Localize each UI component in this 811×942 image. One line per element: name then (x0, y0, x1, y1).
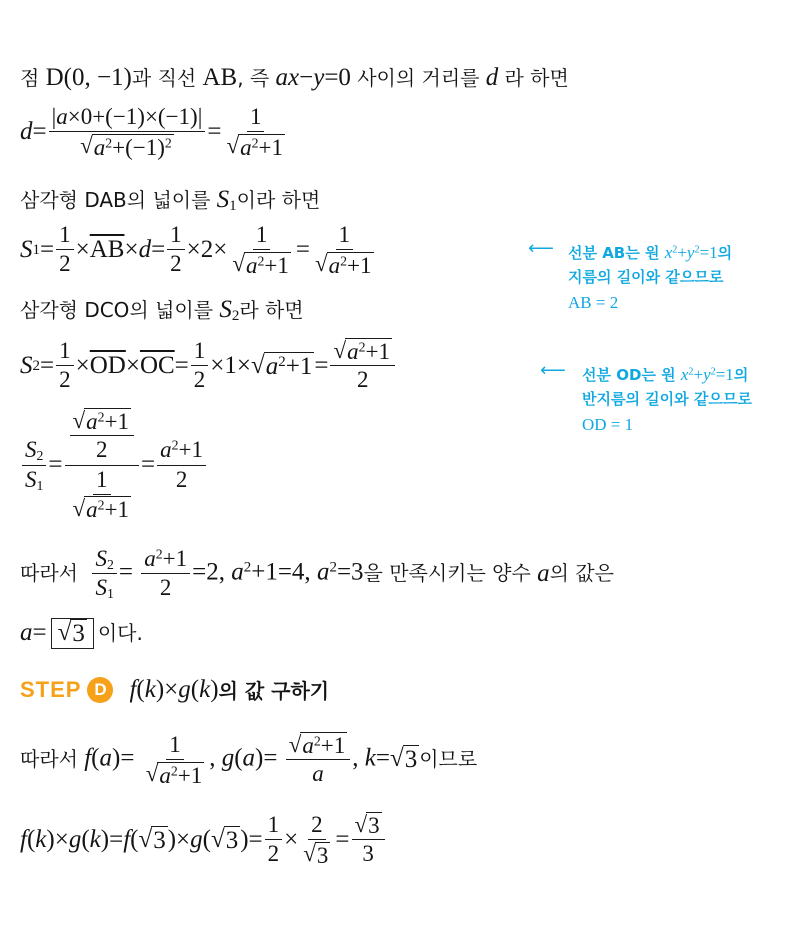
math-d: d (479, 64, 505, 91)
text-satisfying: 을 만족시키는 양수 (363, 561, 531, 586)
s2-formula: S 2 = $\frac{1}{2}$ × $\overline{OD}$ × $\overline{OC}$ = $\frac{1}{2}$ ×1× √ $a^2+1$ = √ $a^2+1$ 2 (20, 338, 397, 394)
s1-formula: S 1 = $\frac{1}{2}$ × $\overline{AB}$ × d = $\frac{1}{2}$ ×2× 1 √ $a^2+1$ = 1 √ $a^2+1$ (20, 222, 372, 278)
triangle-dco-line (20, 296, 304, 325)
step-title: 의 값 구하기 (218, 679, 330, 703)
math-s1: $S_1$ (216, 186, 237, 214)
fraction-distance-simplified: 1 √ $a^2+1$ (226, 104, 283, 160)
text-then-2: 이라 하면 (236, 187, 321, 212)
text-therefore: 따라서 (20, 561, 78, 586)
fraction-distance: |a×0+(−1)×(−1)| √ $a^2+(-1)^2$ (49, 104, 206, 160)
text-value-of: 의 값은 (549, 561, 614, 586)
math-ratio-eq: $\frac{S_2}{S_1}$ = $\frac{a^2+1}{2}$ =2, $a^2+1=4$, $a^2=3$ (78, 546, 364, 602)
note-od-radius: 선분 OD는 원 $x^2+y^2=1$의 반지름의 길이와 같으므로 OD = 1 (582, 362, 752, 438)
text-so: 이므로 (419, 747, 478, 772)
math-line-eq: ax−y=0 (275, 64, 358, 91)
text-therefore-2: 따라서 (20, 747, 78, 772)
step-d-badge: D (87, 677, 113, 703)
distance-formula: d = |a×0+(−1)×(−1)| √ $a^2+(-1)^2$ = 1 √ $a^2+1$ (20, 104, 290, 160)
conclusion-line: 따라서 $\frac{S_2}{S_1}$ = $\frac{a^2+1}{2}$ =2, $a^2+1=4$, $a^2=3$ 을 만족시키는 양수 a 의 값은 (20, 546, 614, 602)
ratio-formula: $\frac{S_2}{S_1}$ = √ $a^2+1$ 2 1 √ $a^2+1$ = $\frac{a^2+1}{2}$ (20, 408, 208, 523)
step-label: STEP (20, 676, 82, 702)
step-d-heading: STEP D f(k)×g(k) 의 값 구하기 (20, 675, 330, 703)
functions-line: 따라서 f(a)= 1 √ $a^2+1$ , g(a)= √ $a^2+1$ a , k= √ 3 이므로 (20, 732, 478, 788)
text-triangle-dco: 삼각형 DCO의 넓이를 (20, 297, 214, 322)
text-distance: 사이의 거리를 (357, 65, 480, 90)
text-then-3: 라 하면 (239, 297, 304, 322)
note-ab-value: AB = 2 (568, 292, 619, 312)
math-point-d: D(0, −1) (39, 64, 132, 91)
text-line-ab: 과 직선 (131, 65, 197, 90)
intro-line (20, 64, 569, 93)
arrow-left-icon: ⟵ (528, 238, 554, 259)
arrow-left-icon: ⟵ (540, 360, 566, 381)
note-od-value: OD = 1 (582, 414, 634, 434)
text-triangle-dab: 삼각형 DAB의 넓이를 (20, 187, 211, 212)
triangle-dab-line (20, 186, 320, 215)
note-ab-diameter: 선분 AB는 원 $x^2+y^2=1$의 지름의 길이와 같으므로 AB = 2 (568, 240, 732, 316)
final-product: f ( k )× g ( k )= f ( √ 3 )× g ( √ 3 )= $\frac{1}{2}$ × 2 √ 3 = √ 3 3 (20, 812, 387, 868)
answer-line: a= √ 3 이다. (20, 619, 143, 648)
math-s2: $S_2$ (219, 296, 240, 324)
text-namely: , 즉 (237, 65, 270, 90)
text-point: 점 (20, 65, 40, 90)
text-then: 라 하면 (504, 65, 569, 90)
math-ab: AB (196, 64, 238, 91)
answer-box: √ 3 (51, 618, 94, 649)
text-is: 이다. (97, 620, 143, 645)
